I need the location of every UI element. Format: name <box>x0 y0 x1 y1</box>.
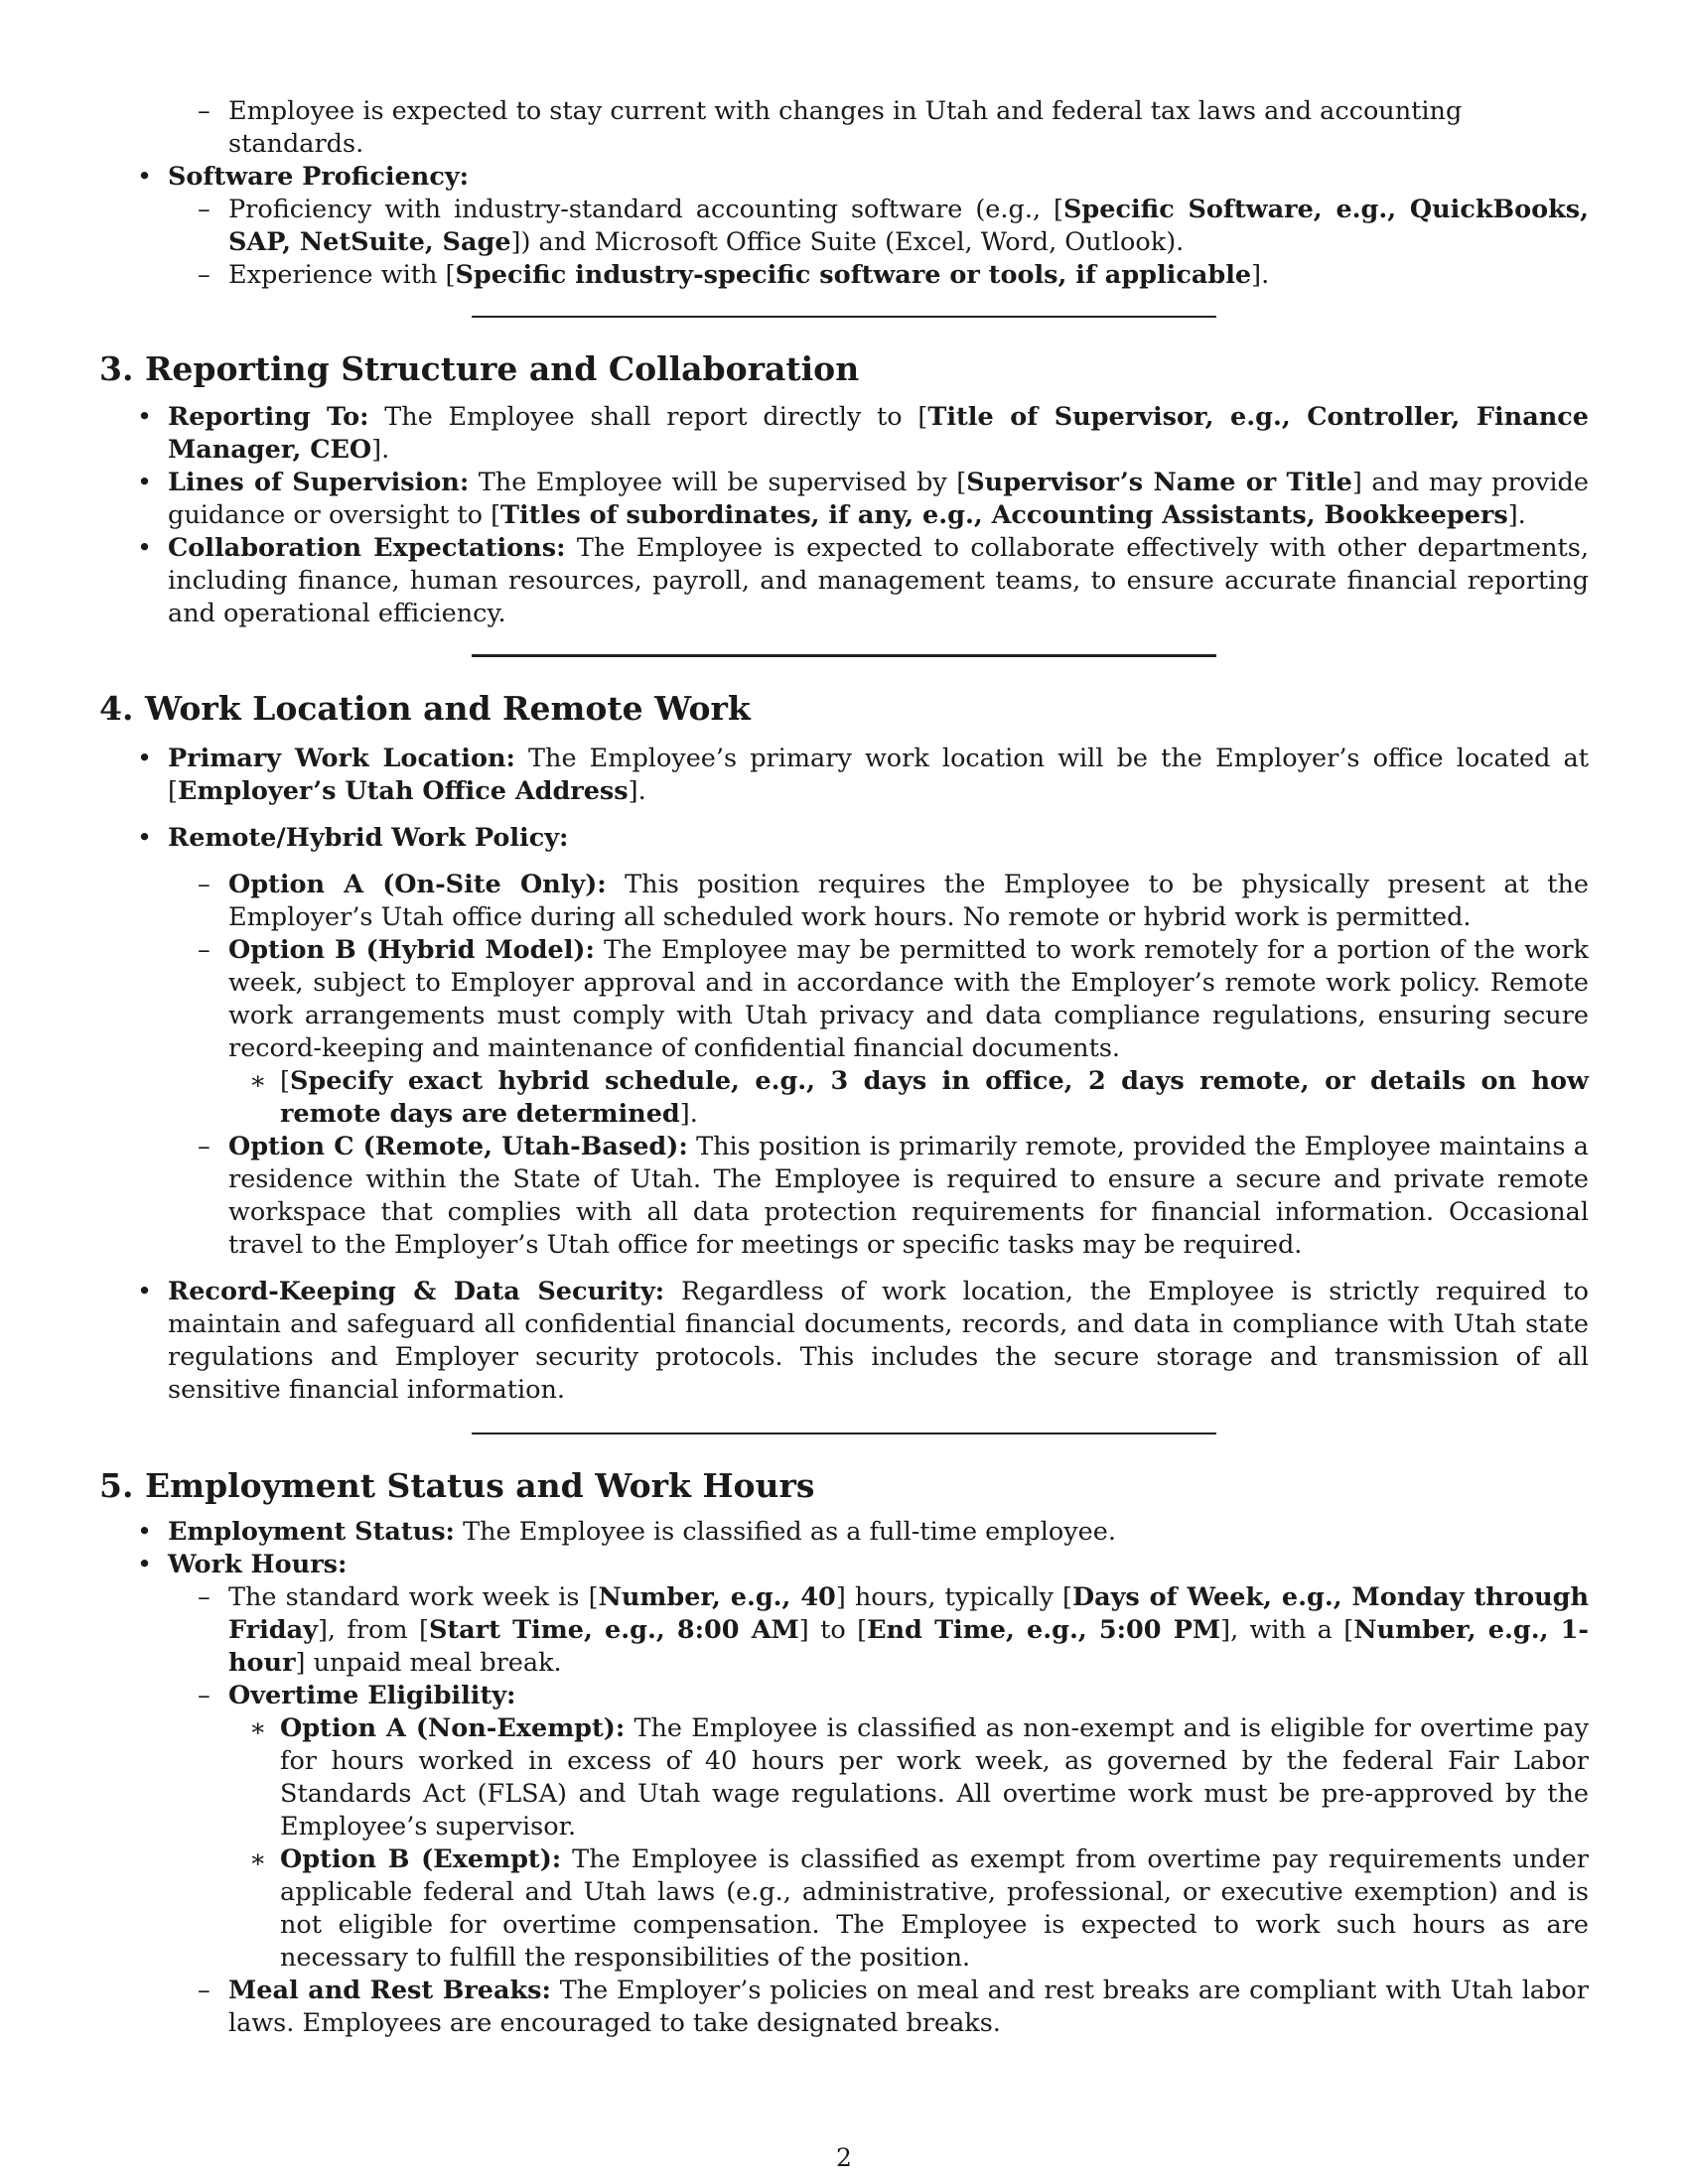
label: Overtime Eligibility: <box>228 1681 516 1710</box>
text: ]. <box>371 435 390 465</box>
page-number: 2 <box>836 2143 852 2172</box>
overtime-option-a-item <box>99 1712 1589 1843</box>
bullet-marker: • <box>137 1550 153 1579</box>
option-c-item <box>99 1131 1589 1262</box>
label: Option A (Non-Exempt): <box>280 1713 626 1743</box>
bullet-marker: • <box>137 1277 153 1306</box>
text: ], with a [ <box>1220 1615 1354 1645</box>
section-5-heading <box>99 1466 1589 1506</box>
placeholder-text: Start Time, e.g., 8:00 AM <box>428 1615 799 1645</box>
bullet-marker: • <box>137 468 153 497</box>
work-hours-item <box>99 1549 1589 1581</box>
dash-marker: – <box>198 935 211 965</box>
employment-status-item <box>99 1516 1589 1549</box>
label: Option B (Exempt): <box>280 1844 562 1874</box>
dash-marker: – <box>198 1132 211 1161</box>
collaboration-item <box>99 532 1589 630</box>
placeholder-text: Number, e.g., 1-hour <box>228 1615 1589 1678</box>
star-marker: ∗ <box>249 1713 267 1743</box>
text: ]. <box>1251 260 1270 290</box>
text: ]. <box>679 1099 698 1129</box>
section-number: 4. <box>99 689 134 728</box>
label: Option C (Remote, Utah-Based): <box>228 1132 688 1161</box>
option-a-item <box>99 869 1589 934</box>
bullet-marker: • <box>137 744 153 773</box>
label: Primary Work Location: <box>168 744 515 773</box>
hybrid-schedule-item <box>99 1065 1589 1131</box>
software-item-2 <box>99 259 1589 292</box>
bullet-marker: • <box>137 533 153 563</box>
section-title: Employment Status and Work Hours <box>145 1466 815 1505</box>
text: ]) and Microsoft Office Suite (Excel, Word, Outlook). <box>510 227 1185 257</box>
text: [ <box>280 1066 290 1096</box>
text: The Employee shall report directly to [ <box>368 402 928 432</box>
option-b-item <box>99 934 1589 1065</box>
text: This position is primarily remote, provided the Employee maintains a residence within the State of Utah. The Employee is required to ensure a secure and private remote workspace that complies with all data protection requirements for financial information. Occasional travel to the Employer’s Utah office for meetings or specific tasks may be required. <box>228 1132 1589 1260</box>
dash-marker: – <box>198 870 211 899</box>
label: Collaboration Expectations: <box>168 533 566 563</box>
placeholder-text: Number, e.g., 40 <box>598 1582 836 1612</box>
reporting-to-item <box>99 401 1589 467</box>
label: Lines of Supervision: <box>168 468 470 497</box>
star-marker: ∗ <box>249 1844 267 1874</box>
text: The standard work week is [ <box>228 1582 599 1612</box>
section-3-heading <box>99 349 1589 389</box>
software-heading: Software Proficiency: <box>168 162 470 192</box>
text: ], from [ <box>317 1615 429 1645</box>
dash-marker: – <box>198 195 211 224</box>
placeholder-text: Title of Supervisor, e.g., Controller, Finance Manager, CEO <box>168 402 1590 465</box>
text: Regardless of work location, the Employee is strictly required to maintain and safeguard all confidential financial documents, records, and data in compliance with Utah state regulations and Employer security protocols. This includes the secure storage and transmission of all sensitive financial information. <box>168 1277 1589 1405</box>
placeholder-text: Specify exact hybrid schedule, e.g., 3 days in office, 2 days remote, or details on how remote days are determined <box>280 1066 1589 1129</box>
divider <box>472 316 1216 318</box>
dash-marker: – <box>198 96 211 126</box>
text: The Employee may be permitted to work remotely for a portion of the work week, subject to Employer approval and in accordance with the Employer’s remote work policy. Remote work arrangements must comply with Utah privacy and data compliance regulations, ensuring secure record-keeping and maintenance of confidential financial documents. <box>228 935 1589 1063</box>
text: The Employee is classified as a full-time employee. <box>454 1517 1116 1547</box>
text: The Employee is classified as non-exempt and is eligible for overtime pay for hours worked in excess of 40 hours per work week, as governed by the federal Fair Labor Standards Act (FLSA) and Utah wage regulations. All overtime work must be pre-approved by the Employee’s supervisor. <box>280 1713 1589 1842</box>
meal-rest-breaks-item <box>99 1975 1589 2040</box>
placeholder-text: Specific Software, e.g., QuickBooks, SAP, NetSuite, Sage <box>228 195 1589 257</box>
label: Option A (On-Site Only): <box>228 870 607 899</box>
text: The Employer’s policies on meal and rest breaks are compliant with Utah labor laws. Employees are encouraged to take designated breaks. <box>228 1976 1589 2038</box>
label: Meal and Rest Breaks: <box>228 1976 551 2005</box>
label: Option B (Hybrid Model): <box>228 935 595 965</box>
label: Remote/Hybrid Work Policy: <box>168 823 569 853</box>
text: Proficiency with industry-standard accounting software (e.g., [ <box>228 195 1063 224</box>
primary-work-location-item <box>99 743 1589 808</box>
remote-hybrid-policy-item <box>99 822 1589 855</box>
bullet-marker: • <box>137 1517 153 1547</box>
text: ] to [ <box>798 1615 868 1645</box>
document-page <box>99 95 1589 2040</box>
text: ]. <box>1507 500 1526 530</box>
section-number: 3. <box>99 349 134 388</box>
tax-laws-item <box>99 95 1589 161</box>
lines-of-supervision-item <box>99 467 1589 532</box>
software-proficiency-item <box>99 161 1589 194</box>
dash-marker: – <box>198 1681 211 1710</box>
dash-marker: – <box>198 1582 211 1612</box>
bullet-marker: • <box>137 162 153 192</box>
text: The Employee’s primary work location will be the Employer’s office located at [ <box>168 744 1589 806</box>
text: ]. <box>628 776 646 806</box>
placeholder-text: Specific industry-specific software or tools, if applicable <box>455 260 1252 290</box>
placeholder-text: Titles of subordinates, if any, e.g., Accounting Assistants, Bookkeepers <box>500 500 1508 530</box>
text: ] hours, typically [ <box>835 1582 1072 1612</box>
bullet-marker: • <box>137 402 153 432</box>
label: Reporting To: <box>168 402 369 432</box>
placeholder-text: End Time, e.g., 5:00 PM <box>867 1615 1221 1645</box>
placeholder-text: Supervisor’s Name or Title <box>966 468 1352 497</box>
dash-marker: – <box>198 1976 211 2005</box>
text: The Employee is classified as exempt from overtime pay requirements under applicable federal and Utah laws (e.g., administrative, professional, or executive exemption) and is not eligible for overtime compensation. The Employee is expected to work such hours as are necessary to fulfill the responsibilities of the position. <box>280 1844 1589 1973</box>
divider <box>472 1433 1216 1434</box>
text: The Employee will be supervised by [ <box>469 468 967 497</box>
section-number: 5. <box>99 1466 134 1505</box>
software-item-1 <box>99 194 1589 259</box>
label: Record-Keeping & Data Security: <box>168 1277 665 1306</box>
overtime-option-b-item <box>99 1843 1589 1975</box>
section-title: Work Location and Remote Work <box>145 689 751 728</box>
bullet-marker: • <box>137 823 153 853</box>
record-keeping-item <box>99 1276 1589 1407</box>
placeholder-text: Days of Week, e.g., Monday through Friday <box>228 1582 1589 1645</box>
star-marker: ∗ <box>249 1066 267 1096</box>
placeholder-text: Employer’s Utah Office Address <box>177 776 629 806</box>
text: This position requires the Employee to be physically present at the Employer’s Utah office during all scheduled work hours. No remote or hybrid work is permitted. <box>228 870 1590 932</box>
dash-marker: – <box>198 260 211 290</box>
label: Employment Status: <box>168 1517 455 1547</box>
text: The Employee is expected to collaborate effectively with other departments, including finance, human resources, payroll, and management teams, to ensure accurate financial reporting and operational efficiency. <box>168 533 1589 628</box>
text: Experience with [ <box>228 260 456 290</box>
divider <box>472 654 1216 657</box>
section-4-heading <box>99 689 1589 729</box>
text: ] and may provide guidance or oversight to [ <box>168 468 1589 530</box>
tax-laws-text: Employee is expected to stay current with changes in Utah and federal tax laws and accounting standards. <box>228 96 1463 159</box>
label: Work Hours: <box>168 1550 348 1579</box>
standard-work-week-item <box>99 1581 1589 1680</box>
text: ] unpaid meal break. <box>295 1648 562 1678</box>
section-title: Reporting Structure and Collaboration <box>145 349 860 388</box>
overtime-eligibility-item <box>99 1680 1589 1712</box>
